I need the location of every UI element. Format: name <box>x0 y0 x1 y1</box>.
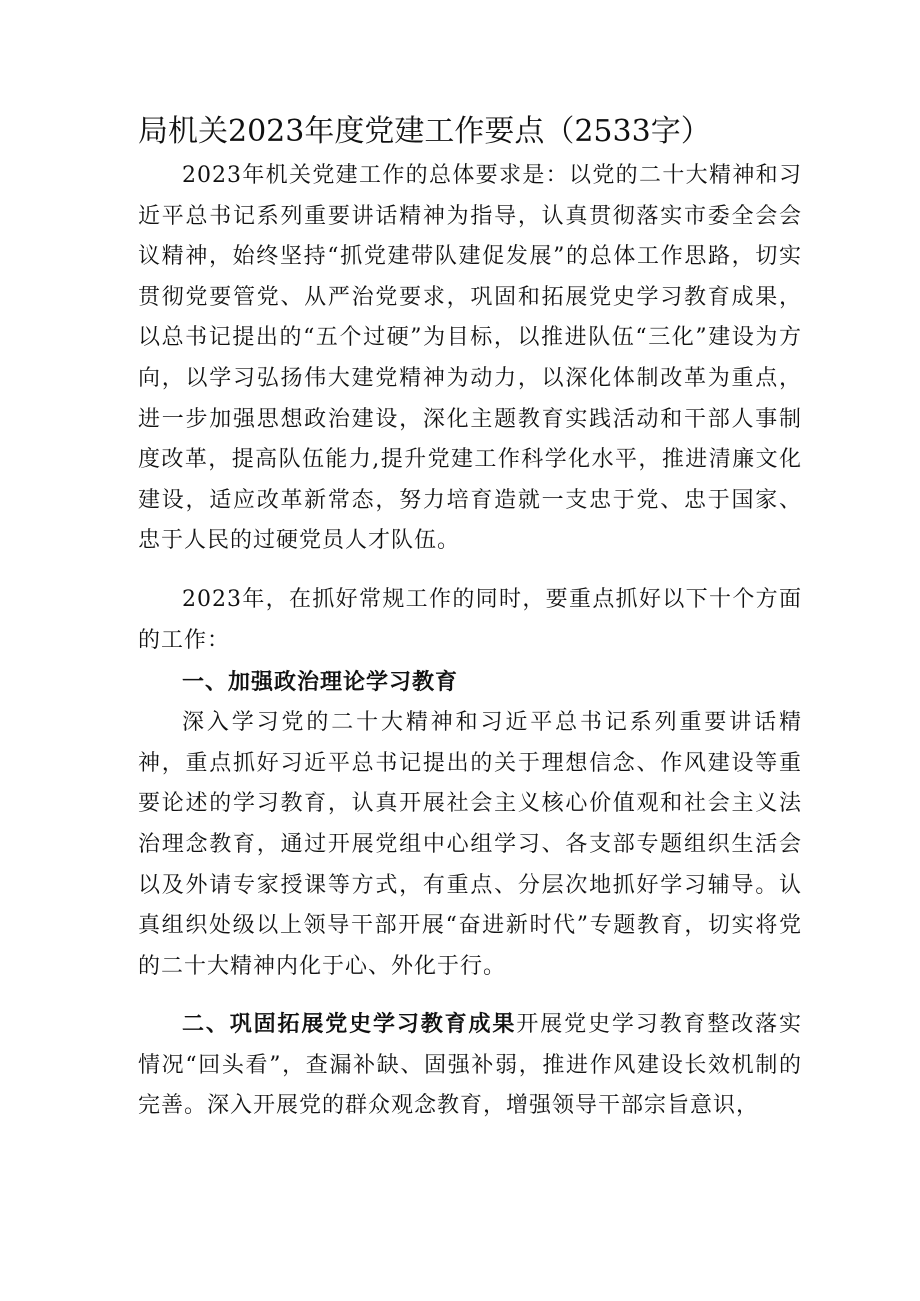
document-page <box>138 112 802 1127</box>
section-2-heading: 二、巩固拓展党史学习教育成果 <box>182 1012 517 1038</box>
section-1-body: 深入学习党的二十大精神和习近平总书记系列重要讲话精神，重点抓好习近平总书记提出的关于理想信念、作风建设等重要论述的学习教育，认真开展社会主义核心价值观和社会主义法治理念教育，通过开展党组中心组学习、各支部专题组织生活会以及外请专家授课等方式，有重点、分层次地抓好学习辅导。认真组织处级以上领导干部开展“奋进新时代”专题教育，切实将党的二十大精神内化于心、外化于行。 <box>138 710 802 979</box>
intro-paragraph: 2023年机关党建工作的总体要求是：以党的二十大精神和习近平总书记系列重要讲话精神为指导，认真贯彻落实市委全会会议精神，始终坚持“抓党建带队建促发展”的总体工作思路，切实贯彻党要管党、从严治党要求，巩固和拓展党史学习教育成果，以总书记提出的“五个过硬”为目标，以推进队伍“三化”建设为方向，以学习弘扬伟大建党精神为动力，以深化体制改革为重点，进一步加强思想政治建设，深化主题教育实践活动和干部人事制度改革，提高队伍能力,提升党建工作科学化水平，推进清廉文化建设，适应改革新常态，努力培育造就一支忠于党、忠于国家、忠于人民的过硬党员人才队伍。 <box>138 163 802 554</box>
focus-paragraph: 2023年，在抓好常规工作的同时，要重点抓好以下十个方面的工作： <box>138 586 802 653</box>
section-2-body: 开展党史学习教育整改落实情况“回头看”，查漏补缺、固强补弱，推进作风建设长效机制的完善。深入开展党的群众观念教育，增强领导干部宗旨意识， <box>138 1012 802 1119</box>
paragraph-spacer <box>138 987 802 1005</box>
section-1-heading: 一、加强政治理论学习教育 <box>182 670 459 696</box>
paragraph-spacer <box>138 562 802 580</box>
section-2-paragraph <box>138 1005 802 1127</box>
document-title: 局机关2023年度党建工作要点（2533字） <box>138 114 711 149</box>
